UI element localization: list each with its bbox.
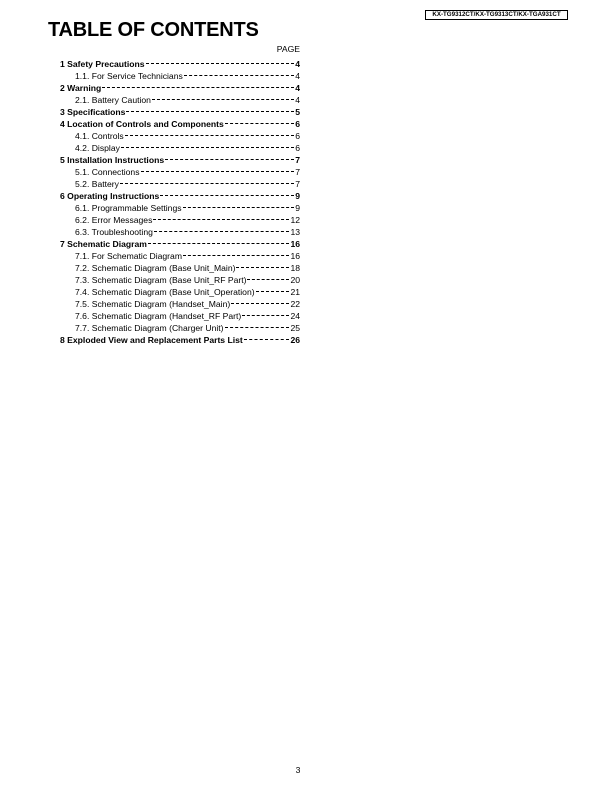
- toc-entry-page: 6: [295, 131, 300, 141]
- model-number-header: KX-TG9312CT/KX-TG9313CT/KX-TGA931CT: [425, 10, 568, 20]
- table-of-contents: [60, 43, 300, 343]
- toc-entry-page: 22: [290, 299, 300, 309]
- toc-entry-page: 12: [290, 215, 300, 225]
- toc-leader-dashes: [184, 67, 294, 79]
- toc-leader-dashes: [247, 271, 289, 283]
- toc-entry-label: 7.5. Schematic Diagram (Handset_Main): [75, 299, 231, 309]
- toc-leader-dashes: [160, 187, 294, 199]
- toc-entry-page: 9: [295, 203, 300, 213]
- toc-entry-page: 20: [290, 275, 300, 285]
- toc-leader-dashes: [225, 319, 290, 331]
- toc-leader-dashes: [102, 79, 294, 91]
- toc-entry-label: 3 Specifications: [60, 107, 126, 117]
- toc-entry-label: 5.2. Battery: [75, 179, 119, 189]
- toc-entry-label: 7 Schematic Diagram: [60, 239, 147, 249]
- toc-entry-label: 4 Location of Controls and Components: [60, 119, 224, 129]
- toc-leader-dashes: [225, 115, 294, 127]
- toc-entry-page: 7: [295, 167, 300, 177]
- toc-leader-dashes: [154, 223, 290, 235]
- toc-entry-page: 6: [295, 119, 300, 129]
- toc-entry-label: 6.2. Error Messages: [75, 215, 153, 225]
- toc-entry-label: 4.2. Display: [75, 143, 120, 153]
- toc-leader-dashes: [242, 307, 289, 319]
- toc-entry-page: 25: [290, 323, 300, 333]
- toc-entry-page: 4: [295, 83, 300, 93]
- toc-entry-page: 4: [295, 71, 300, 81]
- toc-entry-page: 4: [295, 95, 300, 105]
- toc-leader-dashes: [141, 163, 295, 175]
- toc-leader-dashes: [146, 55, 295, 67]
- toc-entry-page: 26: [290, 335, 300, 345]
- toc-entry-label: 6.1. Programmable Settings: [75, 203, 182, 213]
- toc-leader-dashes: [165, 151, 294, 163]
- toc-entry-page: 24: [290, 311, 300, 321]
- toc-entry-page: 13: [290, 227, 300, 237]
- toc-entry-label: 2.1. Battery Caution: [75, 95, 151, 105]
- toc-entry-label: 7.7. Schematic Diagram (Charger Unit): [75, 323, 224, 333]
- toc-entry-label: 5.1. Connections: [75, 167, 140, 177]
- toc-entry-page: 18: [290, 263, 300, 273]
- toc-entry-label: 7.4. Schematic Diagram (Base Unit_Operation): [75, 287, 255, 297]
- toc-leader-dashes: [236, 259, 289, 271]
- toc-leader-dashes: [152, 91, 294, 103]
- toc-entry-label: 7.6. Schematic Diagram (Handset_RF Part): [75, 311, 242, 321]
- toc-entry-page: 21: [290, 287, 300, 297]
- toc-leader-dashes: [183, 199, 295, 211]
- toc-entry-page: 4: [295, 59, 300, 69]
- toc-list: [60, 55, 300, 343]
- toc-entry-label: 2 Warning: [60, 83, 102, 93]
- toc-entry-page: 16: [290, 251, 300, 261]
- toc-section-entry[interactable]: [60, 55, 300, 67]
- page-column-header: PAGE: [276, 44, 300, 54]
- toc-entry-label: 1.1. For Service Technicians: [75, 71, 183, 81]
- toc-entry-label: 7.3. Schematic Diagram (Base Unit_RF Part): [75, 275, 247, 285]
- toc-entry-page: 7: [295, 155, 300, 165]
- toc-entry-label: 7.1. For Schematic Diagram: [75, 251, 182, 261]
- toc-entry-label: 1 Safety Precautions: [60, 59, 145, 69]
- toc-entry-page: 16: [290, 239, 300, 249]
- toc-entry-page: 9: [295, 191, 300, 201]
- toc-leader-dashes: [125, 127, 294, 139]
- toc-leader-dashes: [121, 139, 294, 151]
- toc-entry-label: 6.3. Troubleshooting: [75, 227, 153, 237]
- toc-entry-label: 5 Installation Instructions: [60, 155, 165, 165]
- toc-entry-label: 8 Exploded View and Replacement Parts List: [60, 335, 243, 345]
- toc-entry-label: 7.2. Schematic Diagram (Base Unit_Main): [75, 263, 236, 273]
- toc-entry-label: 4.1. Controls: [75, 131, 124, 141]
- toc-leader-dashes: [126, 103, 294, 115]
- toc-leader-dashes: [256, 283, 290, 295]
- page-number: 3: [295, 765, 301, 775]
- toc-leader-dashes: [120, 175, 294, 187]
- toc-leader-dashes: [231, 295, 289, 307]
- toc-entry-page: 5: [295, 107, 300, 117]
- page-title: TABLE OF CONTENTS: [48, 19, 259, 41]
- toc-leader-dashes: [148, 235, 290, 247]
- toc-leader-dashes: [244, 331, 290, 343]
- toc-entry-label: 6 Operating Instructions: [60, 191, 160, 201]
- toc-leader-dashes: [183, 247, 289, 259]
- toc-entry-page: 7: [295, 179, 300, 189]
- toc-entry-page: 6: [295, 143, 300, 153]
- toc-leader-dashes: [153, 211, 289, 223]
